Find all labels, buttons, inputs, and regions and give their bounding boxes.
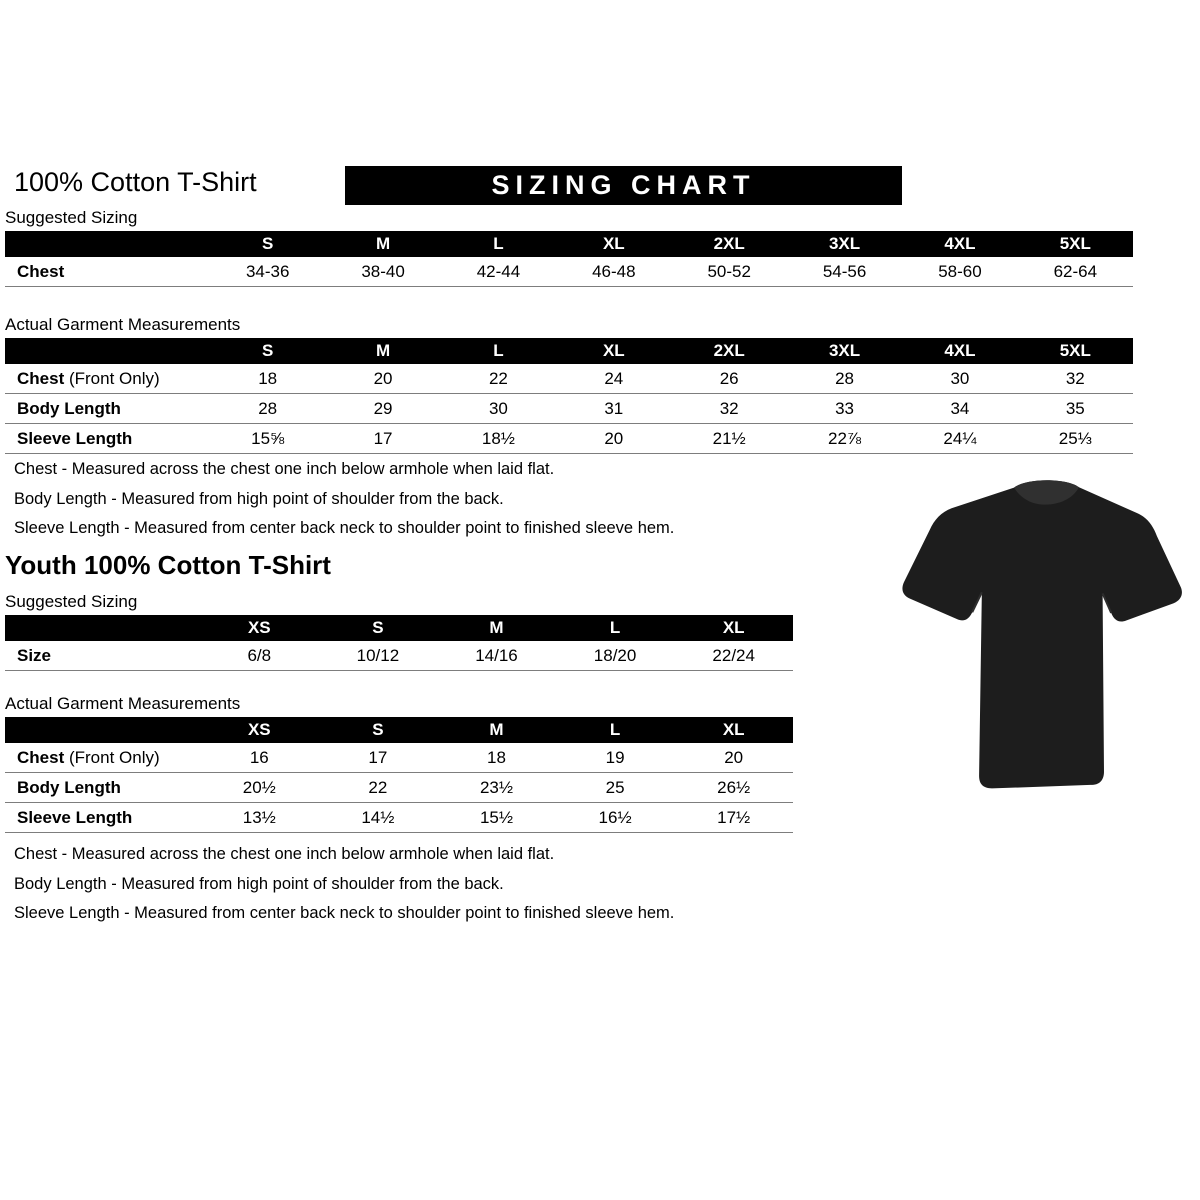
note-line: Chest - Measured across the chest one inch below armhole when laid flat. [14,460,555,478]
measurement-cell: 32 [1018,364,1133,394]
blank-header-cell [5,615,200,641]
note-line: Body Length - Measured from high point of shoulder from the back. [14,874,504,893]
size-column-header: 2XL [672,338,787,364]
measurement-cell: 18½ [441,424,556,454]
size-column-header: XS [200,717,319,743]
adult-actual-heading: Actual Garment Measurements [5,315,241,334]
measurement-cell: 17½ [674,803,793,833]
size-column-header: S [210,231,325,257]
youth-actual-header-row [5,717,793,743]
adult-suggested-table [5,231,1133,287]
sleeve-length-row [5,803,793,833]
black-tshirt-image [882,466,1197,816]
size-column-header: XS [200,615,319,641]
measurement-cell: 15½ [437,803,556,833]
measurement-cell: 62-64 [1018,257,1133,287]
size-column-header: 5XL [1018,338,1133,364]
measurement-cell: 50-52 [672,257,787,287]
chest-row [5,257,1133,287]
measurement-cell: 28 [787,364,902,394]
blank-header-cell [5,338,210,364]
size-column-header: XL [556,338,671,364]
measurement-cell: 23½ [437,773,556,803]
measurement-cell: 15⅝ [210,424,325,454]
size-column-header: XL [674,717,793,743]
measurement-cell: 34 [902,394,1017,424]
blank-header-cell [5,717,200,743]
body-length-row [5,394,1133,424]
youth-suggested-header-row [5,615,793,641]
youth-suggested-table [5,615,793,671]
measurement-cell: 13½ [200,803,319,833]
size-column-header: 4XL [902,338,1017,364]
size-column-header: L [441,231,556,257]
measurement-cell: 22/24 [674,641,793,671]
adult-suggested-heading: Suggested Sizing [5,208,138,227]
measurement-cell: 20 [674,743,793,773]
measurement-cell: 29 [325,394,440,424]
row-label: Body Length [5,773,200,803]
measurement-cell: 25 [556,773,675,803]
size-column-header: 3XL [787,338,902,364]
size-column-header: S [319,717,438,743]
note-line: Body Length - Measured from high point of shoulder from the back. [14,489,504,508]
size-column-header: XL [556,231,671,257]
size-column-header: 4XL [902,231,1017,257]
measurement-cell: 6/8 [200,641,319,671]
youth-actual-table [5,717,793,833]
note-line: Chest - Measured across the chest one inch below armhole when laid flat. [14,845,555,863]
measurement-cell: 20½ [200,773,319,803]
measurement-cell: 28 [210,394,325,424]
measurement-cell: 17 [325,424,440,454]
adult-actual-table [5,338,1133,454]
row-label: Sleeve Length [5,424,210,454]
size-column-header: L [556,615,675,641]
size-column-header: 5XL [1018,231,1133,257]
youth-suggested-heading: Suggested Sizing [5,592,138,611]
adult-actual-header-row [5,338,1133,364]
size-column-header: M [437,717,556,743]
measurement-cell: 22 [441,364,556,394]
measurement-cell: 34-36 [210,257,325,287]
adult-measurement-notes [14,455,674,544]
measurement-cell: 19 [556,743,675,773]
measurement-cell: 14½ [319,803,438,833]
sizing-chart-banner [345,166,902,205]
measurement-cell: 21½ [672,424,787,454]
size-column-header: 3XL [787,231,902,257]
measurement-cell: 18/20 [556,641,675,671]
measurement-cell: 24 [556,364,671,394]
measurement-cell: 17 [319,743,438,773]
measurement-cell: 25⅓ [1018,424,1133,454]
measurement-cell: 42-44 [441,257,556,287]
measurement-cell: 54-56 [787,257,902,287]
measurement-cell: 24¼ [902,424,1017,454]
measurement-cell: 22 [319,773,438,803]
row-label: Sleeve Length [5,803,200,833]
measurement-cell: 18 [437,743,556,773]
row-label: Chest (Front Only) [5,743,200,773]
size-column-header: S [319,615,438,641]
measurement-cell: 32 [672,394,787,424]
row-label: Body Length [5,394,210,424]
measurement-cell: 58-60 [902,257,1017,287]
tshirt-icon [882,466,1197,816]
size-column-header: M [325,231,440,257]
size-column-header: M [437,615,556,641]
size-column-header: XL [674,615,793,641]
measurement-cell: 26 [672,364,787,394]
youth-actual-heading: Actual Garment Measurements [5,694,241,713]
sizing-chart-banner-label: SIZING CHART [491,170,756,200]
blank-header-cell [5,231,210,257]
measurement-cell: 30 [902,364,1017,394]
size-column-header: S [210,338,325,364]
measurement-cell: 16 [200,743,319,773]
chest-front-only-row [5,743,793,773]
measurement-cell: 18 [210,364,325,394]
measurement-cell: 35 [1018,394,1133,424]
measurement-cell: 46-48 [556,257,671,287]
measurement-cell: 22⅞ [787,424,902,454]
body-length-row [5,773,793,803]
row-label: Chest (Front Only) [5,364,210,394]
size-column-header: L [556,717,675,743]
measurement-cell: 26½ [674,773,793,803]
adult-suggested-header-row [5,231,1133,257]
measurement-cell: 14/16 [437,641,556,671]
adult-section-title: 100% Cotton T-Shirt [14,167,257,197]
youth-size-row [5,641,793,671]
size-column-header: M [325,338,440,364]
chest-front-only-row [5,364,1133,394]
measurement-cell: 38-40 [325,257,440,287]
note-line: Sleeve Length - Measured from center back neck to shoulder point to finished sleeve hem. [14,904,675,922]
size-column-header: 2XL [672,231,787,257]
note-line: Sleeve Length - Measured from center back neck to shoulder point to finished sleeve hem. [14,519,675,537]
youth-measurement-notes [14,840,674,929]
measurement-cell: 20 [325,364,440,394]
measurement-cell: 16½ [556,803,675,833]
measurement-cell: 30 [441,394,556,424]
row-label: Chest [5,257,210,287]
measurement-cell: 20 [556,424,671,454]
measurement-cell: 31 [556,394,671,424]
size-column-header: L [441,338,556,364]
row-label: Size [5,641,200,671]
sleeve-length-row [5,424,1133,454]
measurement-cell: 10/12 [319,641,438,671]
measurement-cell: 33 [787,394,902,424]
youth-section-title: Youth 100% Cotton T-Shirt [5,550,331,580]
